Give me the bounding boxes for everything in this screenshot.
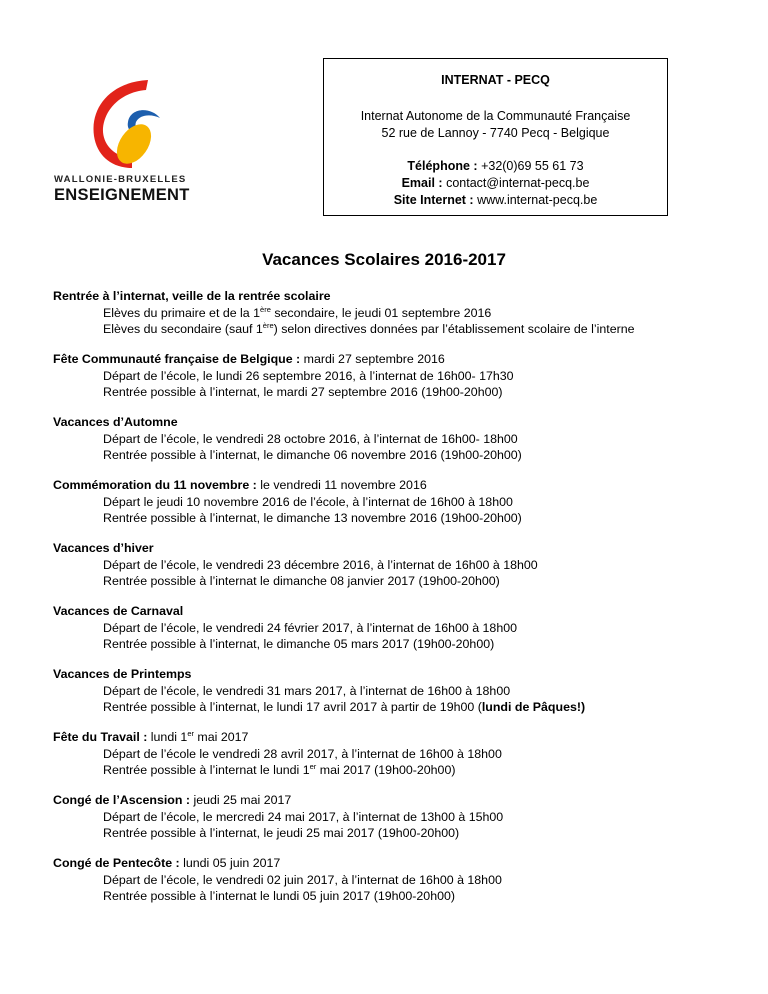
section-line: Départ de l’école, le vendredi 28 octobre 2016, à l’internat de 16h00- 18h00	[103, 431, 518, 446]
section-line: Rentrée possible à l’internat, le lundi 17 avril 2017 à partir de 19h00 (lundi de Pâques!)	[103, 700, 586, 714]
section-line: Départ de l’école, le vendredi 02 juin 2017, à l’internat de 16h00 à 18h00	[103, 872, 502, 887]
phone-line	[324, 158, 667, 175]
section-line: Rentrée possible à l’internat, le dimanche 05 mars 2017 (19h00-20h00)	[103, 637, 495, 651]
email-label: Email :	[401, 176, 443, 190]
section-heading	[53, 288, 743, 305]
logo-text-line2: ENSEIGNEMENT	[54, 186, 190, 204]
section-heading: Vacances d’hiver	[53, 541, 154, 555]
section-line: Rentrée possible à l’internat, le dimanche 13 novembre 2016 (19h00-20h00)	[103, 511, 522, 525]
institution-name: Internat Autonome de la Communauté Française	[360, 109, 631, 123]
section-line: Rentrée possible à l’internat, le mardi 27 septembre 2016 (19h00-20h00)	[103, 385, 503, 399]
website-label: Site Internet :	[393, 193, 474, 207]
section-vacances-printemps	[53, 666, 743, 716]
section-line: Départ de l’école, le lundi 26 septembre 2016, à l’internat de 16h00- 17h30	[103, 368, 514, 383]
email-value[interactable]: contact@internat-pecq.be	[446, 176, 590, 190]
section-line: Rentrée possible à l’internat, le dimanche 06 novembre 2016 (19h00-20h00)	[103, 448, 522, 462]
logo-text-line1: WALLONIE-BRUXELLES	[54, 174, 187, 185]
section-line: Départ de l’école, le vendredi 31 mars 2017, à l’internat de 16h00 à 18h00	[103, 683, 511, 698]
website-value[interactable]: www.internat-pecq.be	[477, 193, 598, 207]
institution-address: 52 rue de Lannoy - 7740 Pecq - Belgique	[381, 126, 610, 140]
section-line: Elèves du secondaire (sauf 1ère) selon directives données par l’établissement scolaire de l’interne	[103, 321, 635, 336]
document-title: Vacances Scolaires 2016-2017	[262, 250, 506, 269]
section-line: Départ de l’école, le vendredi 24 février 2017, à l’internat de 16h00 à 18h00	[103, 620, 517, 635]
website-line	[324, 192, 667, 209]
section-heading: Fête du Travail : lundi 1er mai 2017	[53, 729, 249, 744]
section-heading: Vacances de Carnaval	[53, 604, 184, 618]
section-line: Elèves du primaire et de la 1ère secondaire, le jeudi 01 septembre 2016	[103, 304, 492, 320]
section-conge-ascension	[53, 792, 743, 842]
section-fete-communaute	[53, 351, 743, 401]
section-line: Rentrée possible à l’internat le dimanche 08 janvier 2017 (19h00-20h00)	[103, 574, 500, 588]
section-heading-bold: Rentrée à l’internat, veille de la rentrée scolaire	[53, 289, 331, 303]
section-line: Rentrée possible à l’internat le lundi 05 juin 2017 (19h00-20h00)	[103, 889, 455, 903]
vacation-sections	[53, 288, 743, 918]
section-line: Départ de l’école, le vendredi 23 décembre 2016, à l’internat de 16h00 à 18h00	[103, 557, 538, 572]
section-heading: Commémoration du 11 novembre : le vendredi 11 novembre 2016	[53, 478, 427, 492]
section-rentree	[53, 288, 743, 338]
section-line: Départ de l’école le vendredi 28 avril 2017, à l’internat de 16h00 à 18h00	[103, 746, 502, 761]
section-line: Rentrée possible à l’internat, le jeudi 25 mai 2017 (19h00-20h00)	[103, 826, 460, 840]
section-vacances-automne	[53, 414, 743, 464]
section-fete-travail	[53, 729, 743, 779]
section-heading: Congé de Pentecôte : lundi 05 juin 2017	[53, 856, 281, 870]
section-commemoration	[53, 477, 743, 527]
section-conge-pentecote	[53, 855, 743, 905]
section-line: Rentrée possible à l’internat le lundi 1er mai 2017 (19h00-20h00)	[103, 762, 456, 777]
section-heading: Congé de l’Ascension : jeudi 25 mai 2017	[53, 793, 292, 807]
contact-info-box	[323, 58, 668, 216]
email-line	[324, 175, 667, 192]
logo-emblem-icon	[88, 78, 168, 170]
wallonie-bruxelles-logo	[50, 78, 210, 208]
phone-label: Téléphone :	[407, 159, 478, 173]
section-heading: Vacances d’Automne	[53, 415, 178, 429]
section-heading: Fête Communauté française de Belgique : mardi 27 septembre 2016	[53, 352, 445, 366]
section-vacances-carnaval	[53, 603, 743, 653]
phone-value: +32(0)69 55 61 73	[481, 159, 584, 173]
section-line: Départ de l’école, le mercredi 24 mai 2017, à l’internat de 13h00 à 15h00	[103, 809, 504, 824]
section-vacances-hiver	[53, 540, 743, 590]
section-heading: Vacances de Printemps	[53, 667, 192, 681]
section-line: Départ le jeudi 10 novembre 2016 de l’école, à l’internat de 16h00 à 18h00	[103, 494, 513, 509]
institution-title: INTERNAT - PECQ	[441, 73, 550, 87]
